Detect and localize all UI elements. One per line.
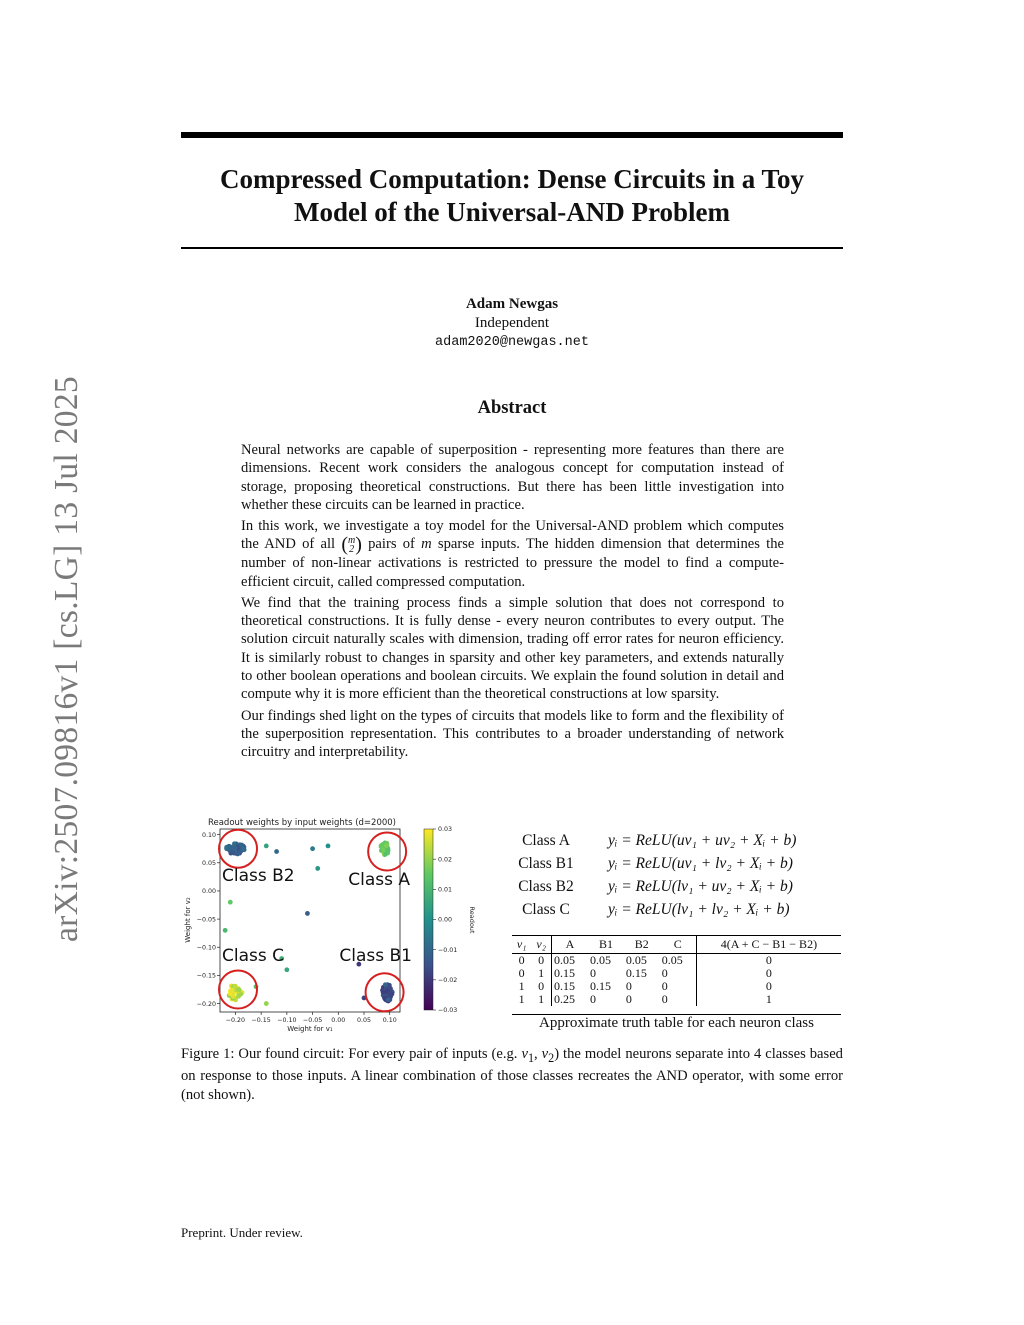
plot-frame [220,829,400,1012]
y-tick-label: −0.05 [196,916,216,924]
title-line-2: Model of the Universal-AND Problem [294,197,730,227]
data-point [326,843,331,848]
truth-cell: 0.15 [551,967,588,980]
truth-cell: 0 [696,954,841,968]
colorbar-tick-label: 0.03 [438,826,453,834]
x-tick-label: 0.10 [382,1017,397,1024]
abstract-body [241,441,784,765]
cluster-label: Class A [348,870,410,890]
y-tick-label: 0.10 [201,831,216,839]
data-point [386,997,391,1002]
binomial: m 2 [347,535,356,556]
abstract-paragraph: We find that the training process finds a simple solution that does not correspond to theoretical constructions. It is fully dense - every neuron contributes to every output. The solution circuit naturally scales with dimension, trading off error rates for neuron efficiency. It is similarly robust to changes in sparsity and other key parameters, and extends naturally to other boolean operations and boolean circuits. We explain the found solution in detail and compute why it is more efficient than the theoretical constructions at low sparsity. [241,594,784,703]
equation-formula: yᵢ = ReLU(uv₁ + uv₂ + Xᵢ + b) [608,832,797,849]
truth-cell: 0 [590,966,597,980]
x-tick-label: 0.05 [356,1017,372,1024]
equation-formula: yᵢ = ReLU(uv₁ + lv₂ + Xᵢ + b) [608,855,793,872]
author-name: Adam Newgas [465,296,559,312]
equation-formula: yᵢ = ReLU(lv₁ + lv₂ + Xᵢ + b) [608,901,790,918]
paper-title [181,163,843,229]
equation-formula: yᵢ = ReLU(lv₁ + uv₂ + Xᵢ + b) [608,878,793,895]
truth-cell: 0.05 [625,953,647,967]
y-tick-label: 0.05 [201,859,216,867]
truth-cell: 0.05 [551,954,588,968]
colorbar-label: Readout [468,906,476,934]
data-point [233,984,238,989]
colorbar-tick-label: −0.01 [438,946,458,954]
cluster-label: Class B1 [339,946,412,966]
abstract-paragraph: Neural networks are capable of superposition - representing more features than there are dimensions. Recent work considers the analogous concept for computation instead of storage, proposing theoretical constructions. But there has been little investigation into whether these circuits can be learned in practice. [241,442,784,513]
abstract-paragraph: Our findings shed light on the types of circuits that models like to form and the flexibility of the superposition representation. This contributes to a broader understanding of network circuitry and interpretability. [241,707,784,761]
data-point [264,1001,269,1006]
truth-header-cell: B1 [588,936,624,954]
truth-header-cell: v₁ [512,936,531,954]
equation-class-label: Class A [522,832,570,849]
x-tick-label: −0.15 [251,1017,271,1024]
truth-cell: 0.25 [551,993,588,1006]
data-point [235,852,240,857]
colorbar-tick-label: 0.01 [438,886,453,894]
data-point [284,967,289,972]
data-point [264,843,269,848]
truth-header-cell: C [660,936,697,954]
truth-cell: 0 [625,992,632,1006]
truth-cell: 0 [590,992,597,1006]
author-email: adam2020@newgas.net [435,335,589,350]
truth-table [512,935,841,1006]
data-point [381,848,386,853]
colorbar-tick-label: 0.02 [438,856,453,864]
data-point [240,847,245,852]
chart-title: Readout weights by input weights (d=2000) [207,818,397,828]
colorbar-tick-label: 0.00 [438,916,453,924]
truth-cell: 0 [661,979,668,993]
arxiv-stamp [18,372,85,942]
truth-cell: 1 [538,992,545,1006]
truth-table-caption: Approximate truth table for each neuron class [512,1014,841,1032]
y-tick-label: −0.15 [196,972,216,980]
figure-caption: Figure 1: Our found circuit: For every pair of inputs (e.g. $v_1$, $v_2$) the model neurons separate into 4 classes based on response to those inputs. A linear combination of those classes recreates the AND operator, with some error (not shown). [181,1046,843,1103]
data-point [232,845,237,850]
y-tick-label: −0.10 [196,944,216,952]
truth-cell: 1 [696,993,841,1006]
data-point [385,848,390,853]
truth-cell: 1 [518,979,525,993]
cluster-label: Class B2 [222,866,295,886]
data-point [310,846,315,851]
truth-cell: 0 [696,967,841,980]
x-tick-label: 0.00 [331,1017,346,1024]
truth-cell: 0 [625,979,632,993]
cluster-label: Class C [222,946,284,966]
title-line-1: Compressed Computation: Dense Circuits in a Toy [219,164,805,194]
data-point [383,990,388,995]
abstract-heading: Abstract [477,398,547,418]
x-tick-label: −0.20 [225,1017,246,1024]
truth-header-cell: B2 [624,936,660,954]
data-point [274,849,279,854]
data-point [227,844,232,849]
equation-class-label: Class B2 [518,878,574,895]
truth-cell: 0 [518,953,525,967]
equation-class-label: Class C [522,901,570,918]
author-affiliation: Independent [474,315,550,331]
colorbar-tick-label: −0.03 [438,1007,458,1015]
data-point [305,911,310,916]
truth-cell: 0 [518,966,525,980]
truth-cell: 0.05 [661,953,683,967]
truth-cell: 0 [538,953,545,967]
data-point [315,866,320,871]
truth-cell: 0.05 [590,953,612,967]
truth-row [512,993,841,1006]
data-point [384,843,389,848]
x-tick-label: −0.05 [302,1017,323,1024]
y-tick-label: −0.20 [196,1000,216,1008]
truth-cell: 1 [538,966,545,980]
data-point [388,986,393,991]
x-axis-label: Weight for v₁ [287,1025,333,1033]
title-rule-bottom [181,247,843,249]
arxiv-id: arXiv:2507.09816v1 [cs.LG] 13 Jul 2025 [48,376,85,942]
y-tick-label: 0.00 [201,888,216,896]
data-point [223,928,228,933]
y-axis-label: Weight for v₂ [184,897,192,943]
colorbar [424,829,433,1010]
truth-cell: 1 [518,992,525,1006]
truth-cell: 0.15 [590,979,612,993]
title-rule-top [181,132,843,138]
footer-note: Preprint. Under review. [181,1225,303,1240]
truth-cell: 0 [696,980,841,993]
truth-header-cell: A [551,936,588,954]
truth-cell: 0 [661,992,668,1006]
truth-row [512,954,841,968]
data-point [230,989,235,994]
x-tick-label: −0.10 [277,1017,297,1024]
data-point [231,994,236,999]
truth-header-cell: 4(A + C − B1 − B2) [696,936,841,954]
abstract-paragraph: In this work, we investigate a toy model for the Universal-AND problem which computes the AND of all (m 2) pairs of m sparse inputs. The hidden dimension that determines the number of non-linear activations is restricted to pressure the model to find a compute-efficient circuit, called compressed computation. [241,518,784,590]
truth-header-cell: v₂ [531,936,551,954]
truth-cell: 0 [538,979,545,993]
data-point [383,852,388,857]
author-block [181,295,843,352]
colorbar-tick-label: −0.02 [438,977,458,985]
truth-cell: 0 [661,966,668,980]
equation-class-label: Class B1 [518,855,574,872]
scatter-chart [180,812,480,1038]
data-point [228,900,233,905]
truth-cell: 0.15 [551,980,588,993]
truth-cell: 0.15 [625,966,647,980]
